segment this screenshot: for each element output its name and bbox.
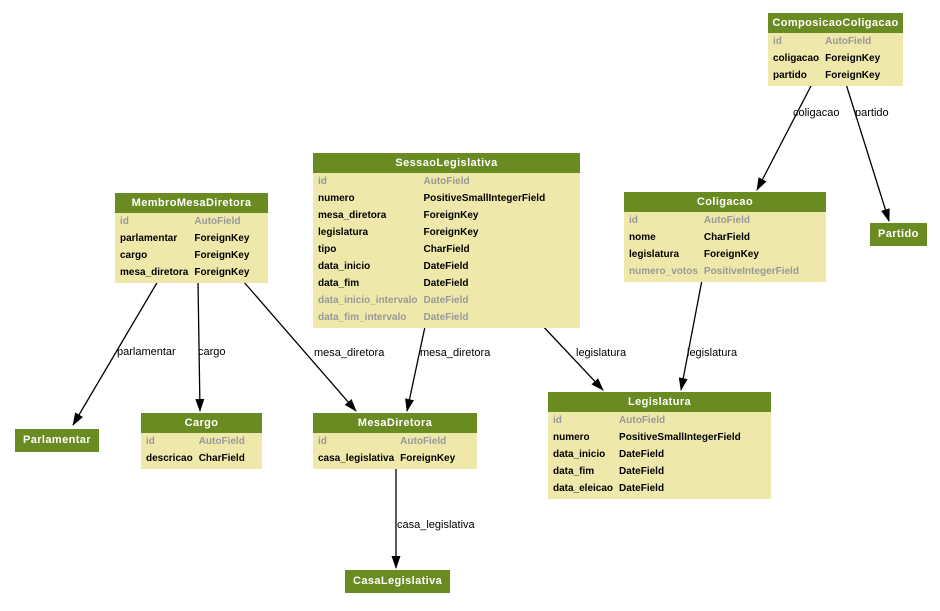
- field-name: numero: [318, 193, 355, 204]
- field-type: DateField: [423, 295, 469, 306]
- field-type: ForeignKey: [194, 267, 250, 278]
- edge-label: coligacao: [793, 107, 840, 119]
- edge-coligacao-legislatura: [681, 280, 702, 390]
- entity-partido: [870, 223, 927, 246]
- entity-title: SessaoLegislativa: [313, 153, 580, 173]
- field-type: CharField: [198, 453, 245, 464]
- edge-composicaocoligacao-partido: [846, 84, 889, 221]
- field-type: DateField: [619, 483, 665, 494]
- edge-label: legislatura: [576, 347, 627, 359]
- field-name: partido: [773, 70, 807, 81]
- field-type: ForeignKey: [703, 249, 759, 260]
- field-type: ForeignKey: [423, 227, 479, 238]
- entity-fields: [548, 412, 771, 499]
- field-name: legislatura: [318, 227, 369, 238]
- field-type: ForeignKey: [400, 453, 456, 464]
- entity-mesa-diretora: [313, 413, 477, 469]
- field-name: data_fim: [553, 466, 595, 477]
- field-name: data_fim_intervalo: [318, 312, 407, 323]
- field-name: tipo: [318, 244, 337, 255]
- field-name: casa_legislativa: [318, 453, 395, 464]
- entity-title: ComposicaoColigacao: [768, 13, 903, 33]
- field-type: ForeignKey: [825, 53, 881, 64]
- field-type: AutoField: [619, 415, 666, 426]
- edge-label: legislatura: [687, 347, 738, 359]
- field-type: CharField: [703, 232, 751, 243]
- edge-label: mesa_diretora: [420, 347, 491, 359]
- field-name: data_fim: [318, 278, 360, 289]
- entity-title: CasaLegislativa: [345, 570, 450, 593]
- field-name: descricao: [146, 453, 193, 464]
- entity-fields: [768, 33, 903, 86]
- edge-sessaolegislativa-mesadiretora: [407, 322, 426, 411]
- entity-casa-legislativa: [345, 570, 450, 593]
- field-type: ForeignKey: [194, 250, 250, 261]
- field-type: CharField: [423, 244, 470, 255]
- entity-fields: [115, 213, 268, 283]
- entity-sessao-legislativa: [313, 153, 580, 328]
- entity-title: MembroMesaDiretora: [115, 193, 268, 213]
- field-type: AutoField: [400, 436, 447, 447]
- field-name: mesa_diretora: [318, 210, 387, 221]
- field-type: DateField: [423, 278, 469, 289]
- entity-title: Partido: [870, 223, 927, 246]
- edge-label: casa_legislativa: [397, 519, 475, 531]
- field-name: id: [318, 436, 327, 447]
- field-name: id: [318, 176, 327, 187]
- field-type: DateField: [423, 261, 469, 272]
- field-name: cargo: [120, 250, 148, 261]
- entity-title: MesaDiretora: [313, 413, 477, 433]
- field-type: DateField: [423, 312, 469, 323]
- field-type: DateField: [619, 449, 665, 460]
- field-type: AutoField: [825, 36, 872, 47]
- field-name: id: [120, 216, 129, 227]
- field-name: id: [146, 436, 155, 447]
- field-name: nome: [629, 232, 656, 243]
- field-type: AutoField: [703, 215, 751, 226]
- entity-fields: [313, 173, 580, 328]
- field-name: id: [629, 215, 638, 226]
- field-name: data_inicio_intervalo: [318, 295, 418, 306]
- entity-cargo: [141, 413, 262, 469]
- field-name: data_eleicao: [553, 483, 614, 494]
- field-type: ForeignKey: [423, 210, 479, 221]
- entity-fields: [313, 433, 477, 469]
- field-name: coligacao: [773, 53, 820, 64]
- entity-coligacao: [624, 192, 826, 282]
- field-name: parlamentar: [120, 233, 178, 244]
- edge-label: parlamentar: [117, 346, 176, 358]
- entity-fields: [141, 433, 262, 469]
- entity-membro-mesa-diretora: [115, 193, 268, 283]
- field-type: DateField: [619, 466, 665, 477]
- field-type: PositiveSmallIntegerField: [619, 432, 741, 443]
- field-name: data_inicio: [553, 449, 606, 460]
- entity-title: Cargo: [141, 413, 262, 433]
- field-type: AutoField: [194, 216, 241, 227]
- field-type: AutoField: [423, 176, 470, 187]
- field-type: ForeignKey: [825, 70, 881, 81]
- field-type: ForeignKey: [194, 233, 250, 244]
- field-name: data_inicio: [318, 261, 371, 272]
- field-type: PositiveSmallIntegerField: [423, 193, 546, 204]
- edge-composicaocoligacao-coligacao: [757, 84, 812, 190]
- field-name: legislatura: [629, 249, 680, 260]
- entity-fields: [624, 212, 826, 282]
- entity-title: Coligacao: [624, 192, 826, 212]
- entity-composicao-coligacao: [768, 13, 903, 86]
- field-name: id: [773, 36, 782, 47]
- edge-label: partido: [855, 107, 889, 119]
- entity-legislatura: [548, 392, 771, 499]
- edge-label: cargo: [198, 346, 226, 358]
- field-type: AutoField: [198, 436, 245, 447]
- field-name: mesa_diretora: [120, 267, 189, 278]
- field-name: numero: [553, 432, 590, 443]
- entity-title: Parlamentar: [15, 429, 99, 452]
- field-type: PositiveIntegerField: [703, 266, 799, 277]
- edge-label: mesa_diretora: [314, 347, 385, 359]
- field-name: numero_votos: [629, 266, 698, 277]
- field-name: id: [553, 415, 562, 426]
- entity-parlamentar: [15, 429, 99, 452]
- entity-title: Legislatura: [548, 392, 771, 412]
